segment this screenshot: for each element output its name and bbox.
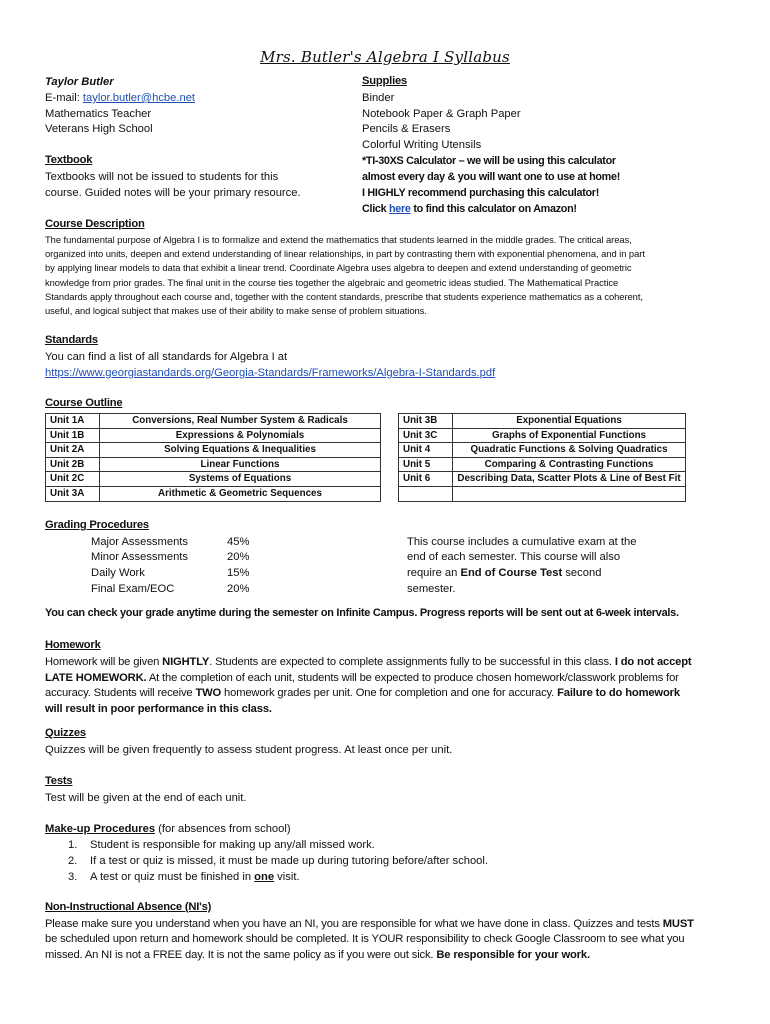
teacher-role: Mathematics Teacher [45,108,152,120]
grading-percent: 20% [227,551,250,563]
grading-label: Daily Work [91,567,145,579]
standards-text: You can find a list of all standards for Algebra I at [45,351,288,363]
list-text: Student is responsible for making up any/all missed work. [90,839,375,851]
standards-heading: Standards [45,334,98,346]
description-line: The fundamental purpose of Algebra I is to formalize and extend the mathematics that students learned in the middle grades. The critical areas, [45,234,632,245]
table-row [46,414,381,429]
homework-text: Homework will be given [45,656,163,668]
page-title: Mrs. Butler's Algebra I Syllabus [260,48,510,66]
unit-code [399,486,453,501]
grading-note-line: This course includes a cumulative exam at the [407,536,637,548]
description-line: organized into units, deepen and extend understanding of linear relationships, in part by contrasting them with exponential phenomena, and in part [45,248,645,260]
table-row [46,443,381,458]
table-row [46,428,381,443]
textbook-heading: Textbook [45,154,93,166]
list-number: 3. [68,871,78,883]
course-outline-heading: Course Outline [45,397,123,409]
list-emphasis: one [254,871,275,883]
homework-heading: Homework [45,639,101,651]
makeup-heading-note: (for absences from school) [155,823,291,835]
ni-text: missed. An NI is not a FREE day. It is not the same policy as if you were out sick. [45,949,437,961]
makeup-list [68,837,488,885]
grading-label: Final Exam/EOC [91,583,175,595]
homework-emphasis: TWO [195,687,222,699]
course-description-text [45,233,725,318]
standards-link[interactable]: https://www.georgiastandards.org/Georgia-Standards/Frameworks/Algebra-I-Standards.pdf [45,367,496,379]
course-outline-table-left [45,413,381,502]
unit-code: Unit 2C [46,472,100,487]
supply-item: Notebook Paper & Graph Paper [362,108,521,120]
list-number: 2. [68,855,78,867]
description-line: Standards apply throughout each course and, together with the content standards, prescribe that students experience mathematics as a coherent, [45,290,643,302]
calculator-link-line [362,202,577,217]
table-row [399,443,686,458]
homework-line-3 [45,686,680,701]
list-item [68,853,488,869]
textbook-line-2: course. Guided notes will be your primary resource. [45,187,301,199]
click-prefix: Click [362,203,390,215]
supply-item: Binder [362,92,395,104]
unit-name: Systems of Equations [100,472,381,487]
teacher-email-line [45,91,195,106]
grading-percent: 45% [227,536,250,548]
note-text: second [562,567,602,579]
supply-item: Pencils & Erasers [362,123,451,135]
homework-emphasis: LATE HOMEWORK. [45,672,147,684]
grading-label: Major Assessments [91,536,188,548]
grade-check-notice: You can check your grade anytime during the semester on Infinite Campus. Progress reports will be sent out at 6-week intervals. [45,607,679,619]
unit-code: Unit 3C [399,428,453,443]
ni-emphasis: Be responsible for your work. [436,949,590,961]
grading-note-line: end of each semester. This course will also [407,551,621,563]
quizzes-heading: Quizzes [45,727,86,739]
unit-code: Unit 3A [46,486,100,501]
unit-name: Conversions, Real Number System & Radicals [100,414,381,429]
homework-text: . Students are expected to complete assignments fully to be successful in this class. [209,656,615,668]
unit-name: Solving Equations & Inequalities [100,443,381,458]
unit-code: Unit 6 [399,472,453,487]
supply-item: Colorful Writing Utensils [362,139,482,151]
table-row [399,414,686,429]
unit-name: Arithmetic & Geometric Sequences [100,486,381,501]
table-row [399,472,686,487]
unit-name: Graphs of Exponential Functions [453,428,686,443]
table-row [46,486,381,501]
unit-name: Quadratic Functions & Solving Quadratics [453,443,686,458]
description-line: knowledge from prior grades. The final unit in the course ties together the algebraic and geometric ideas studied. The Mathematical Practice [45,276,619,288]
ni-text: Please make sure you understand when you have an NI, you are responsible for what we have done in class. Quizzes and tests [45,918,663,930]
table-row [399,428,686,443]
list-text: visit. [274,871,300,883]
list-text: If a test or quiz is missed, it must be made up during tutoring before/after school. [90,855,488,867]
click-suffix: to find this calculator on Amazon! [410,203,577,215]
homework-emphasis: I do not accept [614,656,692,668]
list-item [68,869,488,885]
email-link[interactable]: taylor.butler@hcbe.net [82,92,196,104]
makeup-heading-line [45,822,291,837]
unit-code: Unit 1A [46,414,100,429]
homework-line-2 [45,671,679,686]
table-row [46,472,381,487]
table-row [46,457,381,472]
unit-code: Unit 5 [399,457,453,472]
course-description-heading: Course Description [45,218,145,230]
unit-name [453,486,686,501]
unit-name: Describing Data, Scatter Plots & Line of Best Fit [453,472,686,487]
table-row [399,486,686,501]
homework-line-1 [45,655,692,670]
amazon-link[interactable]: here [389,203,411,215]
ni-emphasis: MUST [662,918,694,930]
table-row [399,457,686,472]
textbook-line-1: Textbooks will not be issued to students for this [45,171,279,183]
tests-heading: Tests [45,775,73,787]
unit-code: Unit 1B [46,428,100,443]
unit-code: Unit 2A [46,443,100,458]
unit-code: Unit 2B [46,457,100,472]
grading-percent: 20% [227,583,250,595]
eoc-label: End of Course Test [460,567,563,579]
unit-name: Comparing & Contrasting Functions [453,457,686,472]
supplies-heading: Supplies [362,75,408,87]
grading-note-line [407,566,601,581]
calculator-line-3: I HIGHLY recommend purchasing this calculator! [362,187,599,199]
description-line: by applying linear models to data that exhibit a linear trend. Coordinate Algebra uses algebra to deepen and extend understanding of geometric [45,262,632,274]
calculator-line-2: almost every day & you will want one to use at home! [362,171,620,183]
list-number: 1. [68,839,78,851]
unit-name: Linear Functions [100,457,381,472]
course-outline-table-right [398,413,686,502]
list-item [68,837,488,853]
teacher-school: Veterans High School [45,123,153,135]
tests-text: Test will be given at the end of each unit. [45,792,247,804]
makeup-heading: Make-up Procedures [45,823,156,835]
email-label: E-mail: [45,92,83,104]
grading-note-line: semester. [407,583,456,595]
ni-heading: Non-Instructional Absence (NI's) [45,901,212,913]
homework-text: homework grades per unit. One for completion and one for accuracy. [221,687,558,699]
unit-code: Unit 4 [399,443,453,458]
ni-line-3 [45,948,590,963]
ni-line-2: be scheduled upon return and homework should be completed. It is YOUR responsibility to check Google Classroom to see what you [45,933,685,945]
unit-name: Exponential Equations [453,414,686,429]
list-text: A test or quiz must be finished in [90,871,255,883]
note-text: require an [407,567,461,579]
ni-line-1 [45,917,694,932]
description-line: useful, and logical subject that makes use of their ability to make sense of problem situations. [45,305,427,317]
homework-emphasis: NIGHTLY [162,656,210,668]
grading-percent: 15% [227,567,250,579]
homework-text: At the completion of each unit, students will be expected to produce chosen homework/classwork problems for [146,672,679,684]
quizzes-text: Quizzes will be given frequently to assess student progress. At least once per unit. [45,744,453,756]
unit-name: Expressions & Polynomials [100,428,381,443]
homework-text: accuracy. Students will receive [45,687,196,699]
grading-heading: Grading Procedures [45,519,149,531]
calculator-line-1: *TI-30XS Calculator – we will be using this calculator [362,155,616,167]
teacher-name: Taylor Butler [45,76,114,88]
unit-code: Unit 3B [399,414,453,429]
grading-label: Minor Assessments [91,551,188,563]
homework-emphasis: Failure to do homework [557,687,680,699]
homework-line-4: will result in poor performance in this class. [45,703,272,715]
